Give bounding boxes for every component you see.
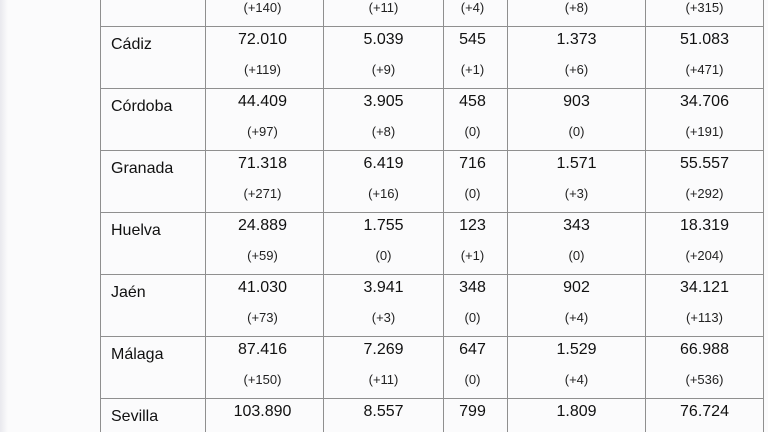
cell-delta: (0) [375, 248, 392, 263]
cell-delta: (+16) [368, 186, 399, 201]
cell-delta: (+191) [685, 124, 724, 139]
data-cell [508, 213, 646, 275]
cell-delta: (+271) [243, 186, 282, 201]
province-cell [101, 0, 206, 27]
cell-delta: (+11) [368, 372, 399, 387]
cell-delta: (+4) [564, 310, 589, 325]
province-cell [101, 399, 206, 432]
province-cell [101, 213, 206, 275]
data-cell [646, 27, 764, 89]
cell-value: 1.373 [556, 31, 597, 48]
province-name: Huelva [111, 222, 161, 239]
data-cell [206, 0, 324, 27]
cell-value: 72.010 [238, 31, 287, 48]
cell-delta: (+59) [247, 248, 278, 263]
cell-value: 7.269 [363, 341, 404, 358]
data-cell [206, 213, 324, 275]
cell-delta: (0) [464, 310, 481, 325]
province-name: Málaga [111, 346, 164, 363]
data-cell [508, 27, 646, 89]
cell-value: 3.905 [363, 93, 404, 110]
data-cell [646, 0, 764, 27]
cell-value: 458 [459, 93, 486, 110]
province-name: Sevilla [111, 408, 159, 425]
data-cell [444, 275, 508, 337]
cell-delta: (+11) [368, 0, 399, 15]
data-cell [206, 151, 324, 213]
data-cell [444, 337, 508, 399]
province-name: Granada [111, 160, 174, 177]
data-cell [206, 275, 324, 337]
province-cell [101, 151, 206, 213]
cell-delta: (+1) [460, 248, 485, 263]
data-cell [324, 89, 444, 151]
cell-value: 24.889 [238, 217, 287, 234]
province-cell [101, 27, 206, 89]
data-cell [646, 213, 764, 275]
cell-value: 799 [459, 403, 486, 420]
data-cell [324, 213, 444, 275]
table-row [101, 27, 764, 89]
table-row [101, 399, 764, 432]
province-name: Cádiz [111, 36, 152, 53]
data-cell [324, 337, 444, 399]
cell-value: 34.121 [680, 279, 729, 296]
province-statistics-table [100, 0, 764, 432]
table-row [101, 337, 764, 399]
cell-value: 6.419 [363, 155, 404, 172]
table-row [101, 151, 764, 213]
cell-delta: (+119) [244, 62, 281, 77]
cell-value: 18.319 [680, 217, 729, 234]
table-row [101, 213, 764, 275]
data-cell [206, 27, 324, 89]
cell-delta: (+113) [686, 310, 723, 325]
cell-delta: (0) [464, 372, 481, 387]
cell-value: 66.988 [680, 341, 729, 358]
cell-value: 5.039 [363, 31, 404, 48]
data-cell [444, 27, 508, 89]
page-edge-shadow [0, 0, 8, 432]
data-cell [508, 151, 646, 213]
cell-value: 76.724 [680, 403, 729, 420]
cell-delta: (+292) [685, 186, 724, 201]
cell-value: 41.030 [238, 279, 287, 296]
cell-value: 34.706 [680, 93, 729, 110]
province-name: Córdoba [111, 98, 173, 115]
cell-delta: (+8) [564, 0, 589, 15]
data-cell [508, 275, 646, 337]
cell-value: 1.529 [556, 341, 597, 358]
province-cell [101, 337, 206, 399]
cell-value: 103.890 [233, 403, 292, 420]
cell-delta: (+4) [460, 0, 485, 15]
cell-delta: (+536) [685, 372, 724, 387]
data-cell [324, 0, 444, 27]
data-cell [324, 151, 444, 213]
cell-value: 1.809 [556, 403, 597, 420]
data-cell [324, 275, 444, 337]
province-name: Jaén [111, 284, 146, 301]
cell-value: 44.409 [238, 93, 287, 110]
data-cell [206, 337, 324, 399]
data-cell [508, 337, 646, 399]
province-cell [101, 89, 206, 151]
cell-value: 647 [459, 341, 486, 358]
cell-delta: (+97) [247, 124, 278, 139]
table-row [101, 0, 764, 27]
cell-delta: (0) [568, 124, 585, 139]
cell-delta: (+9) [371, 62, 396, 77]
table-row [101, 275, 764, 337]
data-cell [508, 399, 646, 432]
cell-value: 902 [563, 279, 590, 296]
data-cell [646, 89, 764, 151]
table-row [101, 89, 764, 151]
data-cell [646, 399, 764, 432]
data-cell [324, 27, 444, 89]
table-body [101, 0, 764, 432]
cell-delta: (0) [464, 186, 481, 201]
cell-value: 51.083 [680, 31, 729, 48]
cell-delta: (+150) [243, 372, 282, 387]
cell-delta: (0) [568, 248, 585, 263]
cell-value: 55.557 [680, 155, 729, 172]
cell-delta: (+315) [685, 0, 724, 15]
cell-value: 3.941 [363, 279, 404, 296]
data-cell [444, 0, 508, 27]
cell-delta: (+204) [685, 248, 724, 263]
data-cell [646, 275, 764, 337]
cell-delta: (+140) [243, 0, 282, 15]
data-cell [444, 213, 508, 275]
cell-delta: (+3) [564, 186, 589, 201]
cell-value: 716 [459, 155, 486, 172]
cell-value: 903 [563, 93, 590, 110]
cell-delta: (+4) [564, 372, 589, 387]
data-cell [444, 399, 508, 432]
cell-delta: (+3) [371, 310, 396, 325]
data-cell [444, 151, 508, 213]
data-cell [206, 399, 324, 432]
province-cell [101, 275, 206, 337]
cell-value: 545 [459, 31, 486, 48]
cell-value: 123 [459, 217, 486, 234]
cell-delta: (+6) [564, 62, 589, 77]
data-cell [508, 89, 646, 151]
cell-value: 1.571 [556, 155, 597, 172]
data-cell [646, 337, 764, 399]
cell-value: 343 [563, 217, 590, 234]
cell-delta: (0) [464, 124, 481, 139]
cell-delta: (+73) [247, 310, 278, 325]
cell-value: 1.755 [363, 217, 404, 234]
cell-delta: (+8) [371, 124, 396, 139]
cell-value: 87.416 [238, 341, 287, 358]
data-cell [324, 399, 444, 432]
data-cell [444, 89, 508, 151]
cell-value: 71.318 [238, 155, 287, 172]
data-cell [206, 89, 324, 151]
data-cell [508, 0, 646, 27]
cell-delta: (+471) [685, 62, 724, 77]
cell-value: 348 [459, 279, 486, 296]
data-cell [646, 151, 764, 213]
cell-value: 8.557 [363, 403, 404, 420]
cell-delta: (+1) [460, 62, 485, 77]
